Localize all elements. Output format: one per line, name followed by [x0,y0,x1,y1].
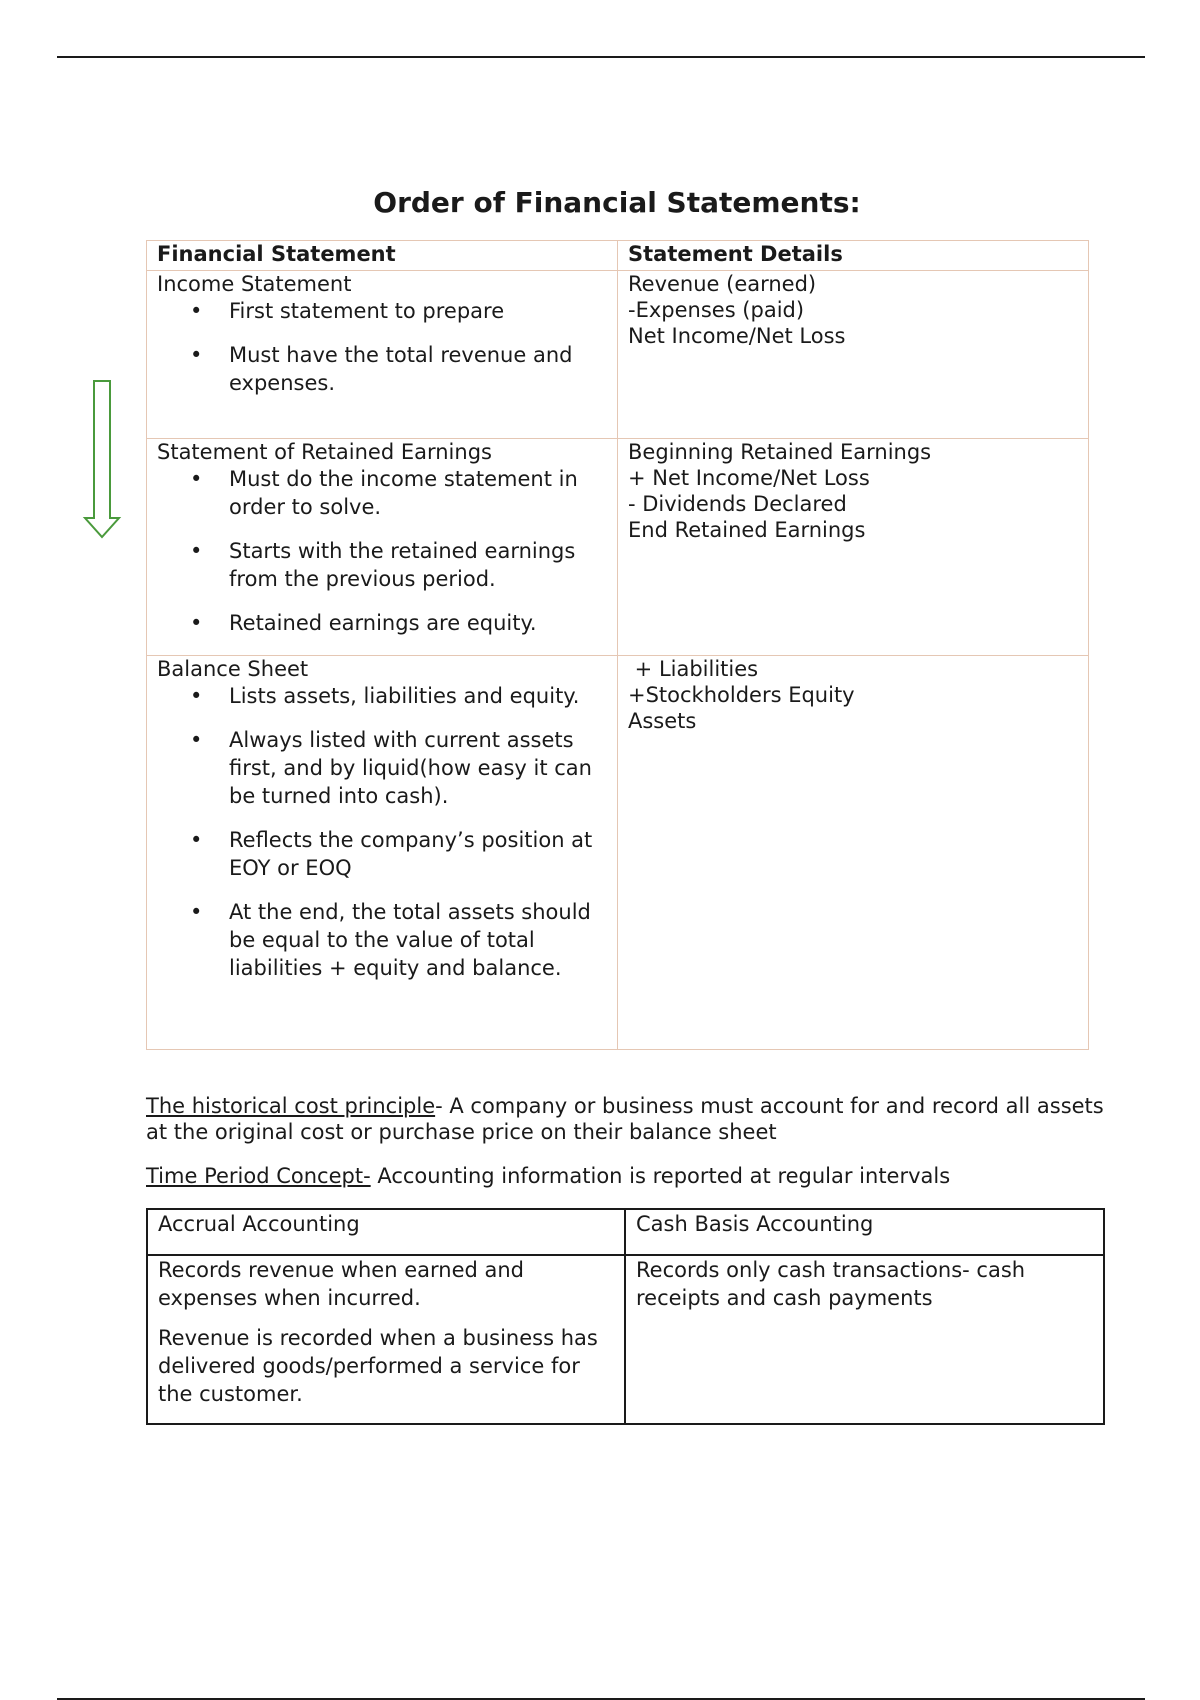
bullet-list [157,297,607,397]
detail-line: - Dividends Declared [628,492,847,516]
detail-line: Revenue (earned) [628,272,817,296]
table-row-retained-earnings [147,439,1089,656]
accrual-text: Revenue is recorded when a business has delivered goods/performed a service for the customer. [158,1326,598,1406]
retained-earnings-cell [147,439,618,656]
statement-name: Balance Sheet [157,657,309,681]
page-title: Order of Financial Statements: [373,186,861,219]
detail-line: + Liabilities [628,657,759,681]
income-statement-details [618,271,1089,439]
list-item: • Lists assets, liabilities and equity. [157,682,607,710]
retained-earnings-details [618,439,1089,656]
list-item: • At the end, the total assets should be equal to the value of total liabilities + equity and balance. [157,898,607,982]
list-item: • Reflects the company’s position at EOY or EOQ [157,826,607,882]
historical-cost-term: The historical cost principle [146,1094,436,1118]
statement-name: Income Statement [157,272,352,296]
detail-line: Assets [628,709,697,733]
accrual-cell [147,1255,625,1424]
list-item: • Always listed with current assets first, and by liquid(how easy it can be turned into cash). [157,726,607,810]
list-item: • Retained earnings are equity. [157,609,607,637]
detail-line: -Expenses (paid) [628,298,805,322]
accrual-text: Records revenue when earned and expenses when incurred. [158,1258,525,1310]
statement-name: Statement of Retained Earnings [157,440,492,464]
down-arrow-icon [82,380,122,540]
list-item: • Must do the income statement in order to solve. [157,465,607,521]
cash-cell [625,1255,1104,1424]
table-row-income-statement [147,271,1089,439]
header-rule [57,56,1145,58]
detail-line: End Retained Earnings [628,518,866,542]
header-accrual-accounting: Accrual Accounting [147,1209,625,1255]
list-item: • Starts with the retained earnings from the previous period. [157,537,607,593]
financial-statements-table [146,240,1089,1050]
header-statement-details: Statement Details [618,241,1089,271]
table-header-row [147,241,1089,271]
time-period-text: Accounting information is reported at regular intervals [370,1164,951,1188]
table-row [147,1255,1104,1424]
balance-sheet-cell [147,656,618,1050]
detail-line: +Stockholders Equity [628,683,855,707]
detail-line: Beginning Retained Earnings [628,440,932,464]
list-item: • Must have the total revenue and expenses. [157,341,607,397]
header-financial-statement: Financial Statement [147,241,618,271]
time-period-term: Time Period Concept- [146,1164,371,1188]
table-header-row [147,1209,1104,1255]
bullet-list [157,465,607,637]
cash-text: Records only cash transactions- cash receipts and cash payments [636,1258,1026,1310]
accounting-methods-table [146,1208,1105,1425]
header-cash-basis-accounting: Cash Basis Accounting [625,1209,1104,1255]
bullet-list [157,682,607,982]
detail-line: + Net Income/Net Loss [628,466,870,490]
historical-cost-paragraph [146,1093,1106,1145]
historical-cost-text: - A company or business must account for and record all assets at the original cost or purchase price on their balance sheet [146,1094,1104,1144]
time-period-paragraph [146,1163,1106,1189]
table-row-balance-sheet [147,656,1089,1050]
income-statement-cell [147,271,618,439]
detail-line: Net Income/Net Loss [628,324,846,348]
list-item: • First statement to prepare [157,297,607,325]
balance-sheet-details [618,656,1089,1050]
